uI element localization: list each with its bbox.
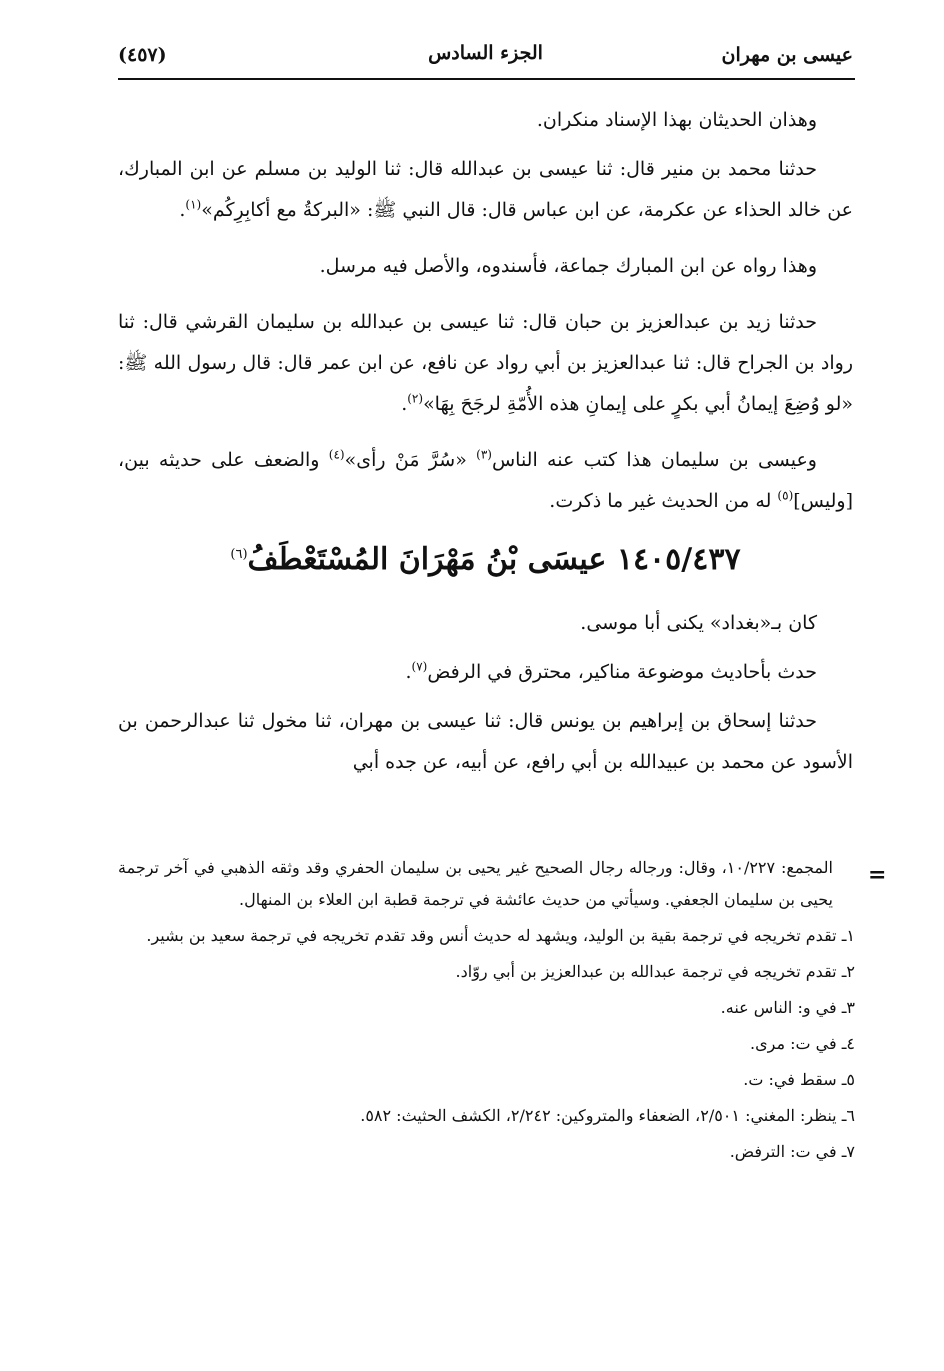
paragraph-end: .: [179, 199, 186, 221]
footnote-item: ٤ـ في ت: مرى.: [750, 1034, 855, 1053]
footnote-ref: (٧): [411, 659, 428, 674]
footnote-ref: (٢): [407, 391, 424, 406]
paragraph-text: وهذان الحديثان بهذا الإسناد منكران.: [536, 109, 817, 131]
main-text: [118, 100, 853, 798]
paragraph-end: .: [405, 661, 412, 683]
page-header: [118, 40, 853, 74]
paragraph: [118, 100, 853, 141]
paragraph-text: حدث بأحاديث موضوعة مناكير، محترق في الرفض: [427, 661, 817, 683]
footnote-ref: (٦): [230, 547, 248, 562]
footnote-continuation: المجمع: ١٠/٢٢٧، وقال: ورجاله رجال الصحيح غير يحيى بن سليمان الحفري وقد وثقه الذهبي في آخر ترجمة يحيى بن سليمان الجعفي. وسيأتي من حديث عائشة في ترجمة قطبة ابن العلاء بن المنهال.: [118, 858, 834, 909]
footnote-item: ٢ـ تقدم تخريجه في ترجمة عبدالله بن عبدالعزيز بن أبي روّاد.: [455, 962, 855, 981]
footnote-item: ١ـ تقدم تخريجه في ترجمة بقية بن الوليد، ويشهد له حديث أنس وقد تقدم تخريجه في ترجمة سعيد بن بشير.: [146, 926, 855, 945]
paragraph-text: حدثنا إسحاق بن إبراهيم بن يونس قال: ثنا عيسى بن مهران، ثنا مخول ثنا عبدالرحمن بن الأسود عن محمد بن عبيدالله بن أبي رافع، عن أبيه، عن جده أبي: [118, 710, 853, 773]
paragraph: [118, 440, 853, 522]
footnote-item: ٣ـ في و: الناس عنه.: [720, 998, 855, 1017]
paragraph-text: وهذا رواه عن ابن المبارك جماعة، فأسندوه، والأصل فيه مرسل.: [319, 255, 817, 277]
footnote-continuation-mark: =: [868, 862, 887, 888]
footnote-item: ٧ـ في ت: الترفض.: [729, 1142, 855, 1161]
paragraph: [118, 652, 853, 693]
footnote-ref: (٤): [328, 447, 345, 462]
footnote-item: ٥ـ سقط في: ت.: [743, 1070, 855, 1089]
header-divider: [118, 78, 855, 80]
paragraph-text: كان بـ«بغداد» يكنى أبا موسى.: [580, 612, 817, 634]
paragraph-text: له من الحديث غير ما ذكرت.: [549, 490, 778, 512]
paragraph: [118, 246, 853, 287]
page-number: (٤٥٧): [118, 44, 167, 66]
footnote-ref: (١): [185, 197, 202, 212]
paragraph: [118, 603, 853, 644]
paragraph: [118, 701, 853, 783]
running-title: عيسى بن مهران: [721, 44, 853, 66]
footnote-ref: (٣): [476, 447, 492, 462]
paragraph-end: .: [401, 393, 408, 415]
footnote-item: ٦ـ ينظر: المغني: ٢/٥٠١، الضعفاء والمتروكين: ٢/٢٤٢، الكشف الحثيث: ٥٨٢.: [360, 1106, 855, 1125]
paragraph-text: حدثنا زيد بن عبدالعزيز بن حبان قال: ثنا عيسى بن عبدالله بن سليمان القرشي قال: ثنا رواد بن الجراح قال: ثنا عبدالعزيز بن أبي رواد عن نافع، عن ابن عمر قال: قال رسول الله ﷺ: «لو وُضِعَ إيمانُ أبي بكرٍ على إيمانِ هذه الأُمّةِ لرجَحَ بِهَا»: [118, 311, 853, 415]
paragraph-text: وعيسى بن سليمان هذا كتب عنه الناس: [491, 449, 817, 471]
paragraph-text: حدثنا محمد بن منير قال: ثنا عيسى بن عبدالله قال: ثنا الوليد بن مسلم عن ابن المبارك، عن خالد الحذاء عن عكرمة، عن ابن عباس قال: قال النبي ﷺ: «البركةُ مع أكابِرِكُم»: [118, 158, 853, 221]
entry-heading: [118, 530, 853, 585]
entry-heading-text: ١٤٠٥/٤٣٧ عيسَى بْنُ مَهْرَانَ المُسْتَعْطَفُ: [247, 542, 741, 577]
paragraph: [118, 302, 853, 425]
volume-title: الجزء السادس: [428, 42, 543, 64]
footnotes: [118, 852, 855, 1172]
paragraph: [118, 149, 853, 231]
paragraph-text: «سُرَّ مَنْ رأى»: [344, 449, 477, 471]
paragraph-text: والضعف على حديثه بين، [وليس]: [118, 449, 853, 512]
footnote-ref: (٥): [777, 488, 794, 503]
